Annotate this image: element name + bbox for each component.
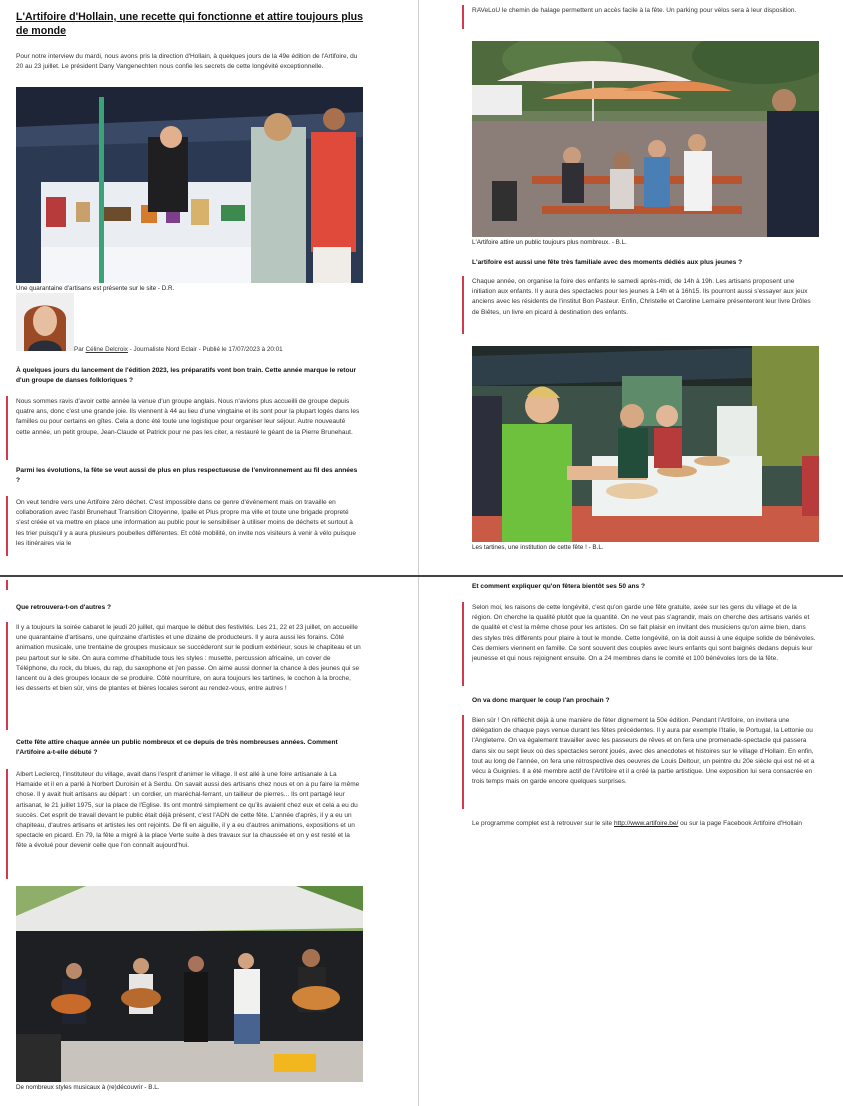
byline-prefix: Par	[74, 346, 86, 353]
artisans-photo-caption: Une quarantaine d'artisans est présente sur le site - D.R.	[16, 285, 175, 292]
answer-marker	[462, 5, 464, 29]
page-bottom-right	[421, 578, 843, 1106]
answer-1: Nous sommes ravis d'avoir cette année la venue d'un groupe anglais. Nous n'avions plus accueilli de groupe depuis quatre ans, donc c'est une grande joie. Ils viennent à 44 au lieu d'une vingtaine et ils sont pour la plupart logés dans les familles ou pour certains en gîtes. Cela a donc été toute une logistique pour organiser leur séjour. Autre nouveauté cette année, un petit groupe, Jean-Claude et Patrick pour ne pas les citer, a restauré le géant de la Pierre Brunehaut.	[16, 398, 360, 436]
question-5: Cette fête attire chaque année un public nombreux et ce depuis de très nombreuses années. Comment l'Artifoire a-t-elle débuté ?	[16, 739, 338, 757]
article-title: L'Artifoire d'Hollain, une recette qui fonctionne et attire toujours plus de monde	[16, 11, 364, 37]
byline	[74, 345, 414, 354]
author-avatar	[16, 293, 74, 351]
horizontal-divider	[0, 575, 843, 577]
page-bottom-left	[0, 578, 420, 1106]
answer-marker	[6, 396, 8, 460]
artisans-photo	[16, 87, 363, 283]
answer-marker	[462, 602, 464, 686]
crowd-photo-caption: L'Artifoire attire un public toujours plus nombreux. - B.L.	[472, 239, 627, 246]
answer-marker	[6, 496, 8, 556]
program-prefix: Le programme complet est à retrouver sur le site	[472, 820, 614, 827]
answer-7: Bien sûr ! On réfléchit déjà à une manière de fêter dignement la 50e édition. Pendant l'Artifoire, on invitera une délégation de chaque pays venue durant les fêtes précédentes. Il y aura par exemple l'Italie, le Portugal, la Lettonie ou l'Angleterre. On va également travailler avec les passeurs de rêves et on fera une promenade-spectacle qui passera dans six ou sept lieux où des spectacles seront joués, avec des anecdotes et histoires sur le village d'Hollain. En enfin, tout au long de l'année, on fera une rétrospective des oeuvres de Louis Deltour, un peintre du 20e siècle qui est né et a vécu à Guignies. Il a été membre actif de l'Artifoire et il a créé la partie artistique. Une exposition lui sera consacrée en trois temps mais on garde encore quelques surprises.	[472, 717, 815, 786]
answer-marker	[462, 715, 464, 809]
answer-5: Albert Leclercq, l'instituteur du village, avait dans l'esprit d'animer le village. Il est allé à une foire artisanale à La Hamaide et il en a parlé à Norbert Duroisin et à Serdu. On savait aussi des artisans chez nous et on a pu faire la même chose. Il y avait huit artisans au départ : un cordier, un maréchal-ferrant, un tailleur de pierres... Ils ont partagé leur artisanat, le 21 juillet 1975, sur la place de l'Eglise. Ils ont montré simplement ce qu'ils avaient chez eux et cela a eu du succès. Cet esprit de travail devant le public était déjà présent, c'est l'ADN de cette fête. L'année d'après, il y a eu un chapiteau, d'autres artisans et artistes les ont rejoints. De fil en aiguille, il y a eu d'autres animations, expositions et un spectacle en picard. En 79, la fête a migré à la place Verte suite à des travaux sur la chaussée et on y est resté et la fête a évolué pour devenir celle que l'on connaît aujourd'hui.	[16, 771, 360, 850]
page-top-right	[421, 0, 843, 575]
question-3: L'artifoire est aussi une fête très familiale avec des moments dédiés aux plus jeunes ?	[472, 259, 743, 266]
answer-2: On veut tendre vers une Artifoire zéro déchet. C'est impossible dans ce genre d'événement mais on travaille en collaboration avec l'asbl Brunehaut Transition Citoyenne, Ipalle et Plus propre ma ville et toute une brigade propreté s'est créée et va mettre en place une information au public pour le sensibiliser à utiliser moins de déchets et surtout à les trier puisqu'il y a aura plusieurs poubelles différentes. Et côté mobilité, on invite nos visiteurs à venir à vélo puisque les itinéraires via le	[16, 499, 357, 547]
author-link[interactable]: Céline Delcroix	[85, 346, 128, 353]
question-1: À quelques jours du lancement de l'édition 2023, les préparatifs vont bon train. Cette année marque le retour d'un groupe de danses folkloriques ?	[16, 367, 357, 385]
answer-marker	[6, 622, 8, 730]
musicians-photo	[16, 886, 363, 1082]
program-suffix: ou sur la page Facebook Artifoire d'Hollain	[678, 820, 803, 827]
answer-marker	[462, 276, 464, 334]
answer-marker	[6, 580, 8, 590]
question-6: Et comment expliquer qu'on fêtera bientôt ses 50 ans ?	[472, 583, 646, 590]
program-note	[472, 819, 817, 829]
artifoire-website-link[interactable]: http://www.artifoire.be/	[613, 820, 679, 827]
question-4: Que retrouvera-t-on d'autres ?	[16, 604, 111, 611]
article-intro: Pour notre interview du mardi, nous avons pris la direction d'Hollain, à quelques jours de la 49e édition de l'Artifoire, du 20 au 23 juillet. Le président Dany Vangenechten nous confie les secrets de cette longévité exceptionnelle.	[16, 53, 358, 71]
answer-3: Chaque année, on organise la foire des enfants le samedi après-midi, de 14h à 19h. Les artisans proposent une initiation aux enfants. Il y aura des spectacles pour les jeunes à 14h et à 16h15. Ils pourront aussi s'essayer aux jeux anciens avec les résidents de l'institut Bon Pasteur. Enfin, Christelle et Caroline Lemaire présenteront leur livre Drôles de Biêtes, un livre en picard à destination des enfants.	[472, 278, 811, 316]
answer-2-continued: RAVeLoU le chemin de halage permettent un accès facile à la fête. Un parking pour vélos sera à leur disposition.	[472, 7, 797, 14]
answer-4: Il y a toujours la soirée cabaret le jeudi 20 juillet, qui marque le début des festivités. Les 21, 22 et 23 juillet, on accueille une quarantaine d'artisans, une quinzaine d'artistes et une dizaine de producteurs. Il y aura aussi les forains. Côté animation musicale, une trentaine de groupes musicaux se succéderont sur le podium extérieur, sous le chapiteau et un peu partout sur le site. On aura comme d'habitude tous les styles : musette, percussion africaine, un cover de Téléphone, du rock, du blues, du rap, du saxophone et j'en passe. On aime aussi donner la chance à des jeunes qui se lancent ou à des groupes locaux de se produire. Côté nourriture, on aura toujours les tartines, le cochon à la broche, les desserts et bien sûr, vins de plantes et bières locales seront au rendez-vous, entre autres !	[16, 624, 361, 693]
question-2: Parmi les évolutions, la fête se veut aussi de plus en plus respectueuse de l'environnement au fil des années ?	[16, 467, 358, 485]
musicians-photo-caption: De nombreux styles musicaux à (re)découvrir - B.L.	[16, 1084, 160, 1091]
question-7: On va donc marquer le coup l'an prochain ?	[472, 697, 610, 704]
answer-6: Selon moi, les raisons de cette longévité, c'est qu'on garde une fête gratuite, axée sur les gens du village et de la région. On cherche la qualité plutôt que la quantité. On ne veut pas s'agrandir, mais on cherche des artisans variés et de qualité et c'est la même chose pour les artistes. On se fait plaisir en invitant des musiciens qu'on aime bien, dans des styles très différents pour plaire à tout le monde. Cette longévité, on la doit aussi à une équipe solide de bénévoles. Ces derniers viennent en famille. Ce sont souvent des couples avec leurs enfants qui sont baignés dedans depuis leur jeunesse et qui nous rejoignent ensuite. On a 24 membres dans le comité et 100 bénévoles lors de la fête.	[472, 604, 816, 663]
tartines-photo-caption: Les tartines, une institution de cette fête ! - B.L.	[472, 544, 604, 551]
tartines-photo	[472, 346, 819, 542]
page-top-left	[0, 0, 420, 575]
byline-details: - Journaliste Nord Eclair - Publié le 17/07/2023 à 20:01	[127, 346, 283, 353]
crowd-photo	[472, 41, 819, 237]
answer-marker	[6, 769, 8, 879]
